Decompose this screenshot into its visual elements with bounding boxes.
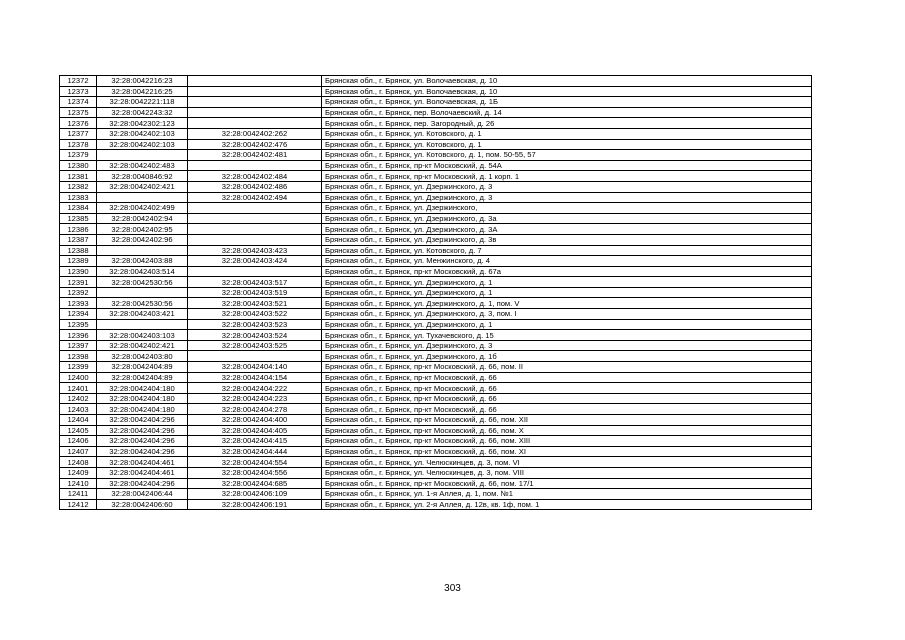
row-number-cell: 12395: [60, 319, 97, 330]
row-number-cell: 12402: [60, 393, 97, 404]
address-cell: Брянская обл., г. Брянск, ул. Челюскинцев, д. 3, пом. VIII: [322, 467, 812, 478]
address-cell: Брянская обл., г. Брянск, ул. Дзержинского, д. 3: [322, 181, 812, 192]
address-cell: Брянская обл., г. Брянск, ул. Менжинского, д. 4: [322, 256, 812, 267]
row-number-cell: 12372: [60, 76, 97, 87]
table-row: [60, 171, 812, 182]
cadastral-number-cell: 32:28:0042530:56: [97, 277, 188, 288]
cadastral-number-cell: 32:28:0042402:421: [97, 181, 188, 192]
object-cadastral-number-cell: 32:28:0042402:484: [188, 171, 322, 182]
row-number-cell: 12405: [60, 425, 97, 436]
table-row: [60, 192, 812, 203]
address-cell: Брянская обл., г. Брянск, ул. Котовского, д. 7: [322, 245, 812, 256]
cadastral-number-cell: 32:28:0042404:89: [97, 362, 188, 373]
address-cell: Брянская обл., г. Брянск, ул. Котовского, д. 1: [322, 139, 812, 150]
address-cell: Брянская обл., г. Брянск, ул. Дзержинского, д. 3: [322, 192, 812, 203]
row-number-cell: 12384: [60, 203, 97, 214]
cadastral-number-cell: [97, 287, 188, 298]
address-cell: Брянская обл., г. Брянск, пр-кт Московский, д. 66: [322, 404, 812, 415]
cadastral-number-cell: 32:28:0042221:118: [97, 97, 188, 108]
table-row: [60, 224, 812, 235]
row-number-cell: 12381: [60, 171, 97, 182]
object-cadastral-number-cell: 32:28:0042406:109: [188, 489, 322, 500]
row-number-cell: 12412: [60, 499, 97, 510]
row-number-cell: 12392: [60, 287, 97, 298]
cadastral-number-cell: 32:28:0042404:296: [97, 478, 188, 489]
cadastral-number-cell: 32:28:0042402:103: [97, 128, 188, 139]
object-cadastral-number-cell: [188, 266, 322, 277]
address-cell: Брянская обл., г. Брянск, пр-кт Московский, д. 66: [322, 393, 812, 404]
address-cell: Брянская обл., г. Брянск, ул. Дзержинского, д. 3а: [322, 213, 812, 224]
object-cadastral-number-cell: 32:28:0042404:415: [188, 436, 322, 447]
row-number-cell: 12403: [60, 404, 97, 415]
table-row: [60, 139, 812, 150]
row-number-cell: 12406: [60, 436, 97, 447]
object-cadastral-number-cell: 32:28:0042406:191: [188, 499, 322, 510]
cadastral-number-cell: [97, 319, 188, 330]
row-number-cell: 12410: [60, 478, 97, 489]
object-cadastral-number-cell: 32:28:0042403:522: [188, 309, 322, 320]
row-number-cell: 12382: [60, 181, 97, 192]
row-number-cell: 12396: [60, 330, 97, 341]
address-cell: Брянская обл., г. Брянск, ул. Дзержинского, д. 1: [322, 319, 812, 330]
address-cell: Брянская обл., г. Брянск, пр-кт Московский, д. 66, пом. XII: [322, 415, 812, 426]
row-number-cell: 12411: [60, 489, 97, 500]
cadastral-number-cell: 32:28:0042402:94: [97, 213, 188, 224]
cadastral-number-cell: 32:28:0042216:23: [97, 76, 188, 87]
object-cadastral-number-cell: [188, 224, 322, 235]
object-cadastral-number-cell: [188, 118, 322, 129]
object-cadastral-number-cell: 32:28:0042404:400: [188, 415, 322, 426]
cadastral-number-cell: 32:28:0042402:96: [97, 234, 188, 245]
table-row: [60, 213, 812, 224]
address-cell: Брянская обл., г. Брянск, ул. Котовского, д. 1: [322, 128, 812, 139]
table-row: [60, 489, 812, 500]
address-cell: Брянская обл., г. Брянск, ул. Дзержинского, д. 3в: [322, 234, 812, 245]
object-cadastral-number-cell: 32:28:0042403:519: [188, 287, 322, 298]
cadastral-number-cell: 32:28:0042406:60: [97, 499, 188, 510]
object-cadastral-number-cell: [188, 203, 322, 214]
cadastral-number-cell: 32:28:0042404:296: [97, 436, 188, 447]
row-number-cell: 12373: [60, 86, 97, 97]
cadastral-number-cell: 32:28:0042402:95: [97, 224, 188, 235]
table-row: [60, 383, 812, 394]
row-number-cell: 12377: [60, 128, 97, 139]
object-cadastral-number-cell: [188, 160, 322, 171]
cadastral-number-cell: 32:28:0042404:89: [97, 372, 188, 383]
table-row: [60, 97, 812, 108]
table-row: [60, 415, 812, 426]
table-row: [60, 181, 812, 192]
object-cadastral-number-cell: [188, 76, 322, 87]
cadastral-number-cell: [97, 245, 188, 256]
cadastral-number-cell: 32:28:0042404:296: [97, 415, 188, 426]
cadastral-number-cell: 32:28:0042243:32: [97, 107, 188, 118]
object-cadastral-number-cell: 32:28:0042402:262: [188, 128, 322, 139]
cadastral-number-cell: 32:28:0042404:461: [97, 467, 188, 478]
address-cell: Брянская обл., г. Брянск, ул. Тухачевского, д. 15: [322, 330, 812, 341]
address-cell: Брянская обл., г. Брянск, пр-кт Московский, д. 66: [322, 372, 812, 383]
object-cadastral-number-cell: 32:28:0042402:476: [188, 139, 322, 150]
row-number-cell: 12400: [60, 372, 97, 383]
table-row: [60, 425, 812, 436]
object-cadastral-number-cell: [188, 97, 322, 108]
row-number-cell: 12401: [60, 383, 97, 394]
cadastral-number-cell: 32:28:0042404:180: [97, 383, 188, 394]
row-number-cell: 12374: [60, 97, 97, 108]
address-cell: Брянская обл., г. Брянск, пр-кт Московский, д. 66, пом. XIII: [322, 436, 812, 447]
object-cadastral-number-cell: 32:28:0042404:223: [188, 393, 322, 404]
cadastral-number-cell: 32:28:0042530:56: [97, 298, 188, 309]
table-row: [60, 351, 812, 362]
cadastral-number-cell: 32:28:0042404:296: [97, 425, 188, 436]
row-number-cell: 12379: [60, 150, 97, 161]
row-number-cell: 12397: [60, 340, 97, 351]
table-row: [60, 478, 812, 489]
object-cadastral-number-cell: 32:28:0042402:494: [188, 192, 322, 203]
table-row: [60, 362, 812, 373]
object-cadastral-number-cell: [188, 107, 322, 118]
cadastral-number-cell: [97, 192, 188, 203]
registry-table: [59, 75, 812, 510]
row-number-cell: 12404: [60, 415, 97, 426]
object-cadastral-number-cell: 32:28:0042404:685: [188, 478, 322, 489]
address-cell: Брянская обл., г. Брянск, ул. Челюскинцев, д. 3, пом. VI: [322, 457, 812, 468]
object-cadastral-number-cell: 32:28:0042404:405: [188, 425, 322, 436]
row-number-cell: 12387: [60, 234, 97, 245]
address-cell: Брянская обл., г. Брянск, ул. Волочаевская, д. 10: [322, 76, 812, 87]
table-row: [60, 446, 812, 457]
object-cadastral-number-cell: 32:28:0042403:525: [188, 340, 322, 351]
object-cadastral-number-cell: [188, 213, 322, 224]
table-row: [60, 234, 812, 245]
row-number-cell: 12409: [60, 467, 97, 478]
address-cell: Брянская обл., г. Брянск, ул. Котовского, д. 1, пом. 50-55, 57: [322, 150, 812, 161]
cadastral-number-cell: [97, 150, 188, 161]
cadastral-number-cell: 32:28:0042403:103: [97, 330, 188, 341]
address-cell: Брянская обл., г. Брянск, ул. Волочаевская, д. 10: [322, 86, 812, 97]
address-cell: Брянская обл., г. Брянск, ул. 2-я Аллея, д. 12в, кв. 1ф, пом. 1: [322, 499, 812, 510]
row-number-cell: 12380: [60, 160, 97, 171]
table-row: [60, 118, 812, 129]
row-number-cell: 12386: [60, 224, 97, 235]
page-number: 303: [444, 583, 461, 594]
row-number-cell: 12398: [60, 351, 97, 362]
table-row: [60, 404, 812, 415]
row-number-cell: 12389: [60, 256, 97, 267]
cadastral-number-cell: 32:28:0042406:44: [97, 489, 188, 500]
table-row: [60, 107, 812, 118]
object-cadastral-number-cell: 32:28:0042403:424: [188, 256, 322, 267]
object-cadastral-number-cell: 32:28:0042402:481: [188, 150, 322, 161]
address-cell: Брянская обл., г. Брянск, пр-кт Московский, д. 67а: [322, 266, 812, 277]
table-row: [60, 499, 812, 510]
address-cell: Брянская обл., г. Брянск, ул. Дзержинского,: [322, 203, 812, 214]
row-number-cell: 12407: [60, 446, 97, 457]
address-cell: Брянская обл., г. Брянск, ул. Дзержинского, д. 3: [322, 340, 812, 351]
object-cadastral-number-cell: 32:28:0042404:554: [188, 457, 322, 468]
address-cell: Брянская обл., г. Брянск, пр-кт Московский, д. 54А: [322, 160, 812, 171]
table-row: [60, 467, 812, 478]
cadastral-number-cell: 32:28:0042402:499: [97, 203, 188, 214]
table-row: [60, 277, 812, 288]
table-row: [60, 457, 812, 468]
address-cell: Брянская обл., г. Брянск, ул. 1-я Аллея, д. 1, пом. №1: [322, 489, 812, 500]
cadastral-number-cell: 32:28:0042402:483: [97, 160, 188, 171]
object-cadastral-number-cell: 32:28:0042404:556: [188, 467, 322, 478]
address-cell: Брянская обл., г. Брянск, пр-кт Московский, д. 66, пом. X: [322, 425, 812, 436]
object-cadastral-number-cell: 32:28:0042403:523: [188, 319, 322, 330]
row-number-cell: 12393: [60, 298, 97, 309]
object-cadastral-number-cell: [188, 234, 322, 245]
address-cell: Брянская обл., г. Брянск, ул. Дзержинского, д. 1: [322, 287, 812, 298]
row-number-cell: 12391: [60, 277, 97, 288]
table-row: [60, 150, 812, 161]
address-cell: Брянская обл., г. Брянск, ул. Дзержинского, д. 3А: [322, 224, 812, 235]
table-row: [60, 245, 812, 256]
cadastral-number-cell: 32:28:0042402:103: [97, 139, 188, 150]
table-row: [60, 287, 812, 298]
object-cadastral-number-cell: 32:28:0042404:444: [188, 446, 322, 457]
cadastral-number-cell: 32:28:0042403:514: [97, 266, 188, 277]
row-number-cell: 12399: [60, 362, 97, 373]
object-cadastral-number-cell: 32:28:0042403:517: [188, 277, 322, 288]
row-number-cell: 12390: [60, 266, 97, 277]
row-number-cell: 12376: [60, 118, 97, 129]
cadastral-number-cell: 32:28:0042403:80: [97, 351, 188, 362]
cadastral-number-cell: 32:28:0042403:421: [97, 309, 188, 320]
table-row: [60, 128, 812, 139]
object-cadastral-number-cell: [188, 351, 322, 362]
table-row: [60, 436, 812, 447]
object-cadastral-number-cell: 32:28:0042404:140: [188, 362, 322, 373]
cadastral-number-cell: 32:28:0042403:88: [97, 256, 188, 267]
cadastral-number-cell: 32:28:0042404:180: [97, 404, 188, 415]
object-cadastral-number-cell: 32:28:0042403:524: [188, 330, 322, 341]
address-cell: Брянская обл., г. Брянск, пр-кт Московский, д. 66, пом. 17/1: [322, 478, 812, 489]
address-cell: Брянская обл., г. Брянск, ул. Дзержинского, д. 3, пом. I: [322, 309, 812, 320]
address-cell: Брянская обл., г. Брянск, пр-кт Московский, д. 1 корп. 1: [322, 171, 812, 182]
row-number-cell: 12408: [60, 457, 97, 468]
cadastral-number-cell: 32:28:0042302:123: [97, 118, 188, 129]
cadastral-number-cell: 32:28:0042404:180: [97, 393, 188, 404]
table-row: [60, 372, 812, 383]
object-cadastral-number-cell: 32:28:0042403:423: [188, 245, 322, 256]
table-row: [60, 266, 812, 277]
row-number-cell: 12378: [60, 139, 97, 150]
object-cadastral-number-cell: [188, 86, 322, 97]
cadastral-number-cell: 32:28:0042402:421: [97, 340, 188, 351]
object-cadastral-number-cell: 32:28:0042404:154: [188, 372, 322, 383]
row-number-cell: 12383: [60, 192, 97, 203]
address-cell: Брянская обл., г. Брянск, пр-кт Московский, д. 66, пом. II: [322, 362, 812, 373]
registry-table-body: [60, 76, 812, 510]
object-cadastral-number-cell: 32:28:0042404:278: [188, 404, 322, 415]
cadastral-number-cell: 32:28:0042216:25: [97, 86, 188, 97]
table-row: [60, 160, 812, 171]
row-number-cell: 12375: [60, 107, 97, 118]
address-cell: Брянская обл., г. Брянск, пр-кт Московский, д. 66, пом. XI: [322, 446, 812, 457]
row-number-cell: 12385: [60, 213, 97, 224]
row-number-cell: 12388: [60, 245, 97, 256]
cadastral-number-cell: 32:28:0042404:296: [97, 446, 188, 457]
object-cadastral-number-cell: 32:28:0042403:521: [188, 298, 322, 309]
row-number-cell: 12394: [60, 309, 97, 320]
cadastral-number-cell: 32:28:0040846:92: [97, 171, 188, 182]
table-row: [60, 393, 812, 404]
address-cell: Брянская обл., г. Брянск, пр-кт Московский, д. 66: [322, 383, 812, 394]
table-row: [60, 319, 812, 330]
table-row: [60, 256, 812, 267]
table-row: [60, 203, 812, 214]
address-cell: Брянская обл., г. Брянск, ул. Дзержинского, д. 1, пом. V: [322, 298, 812, 309]
table-row: [60, 340, 812, 351]
table-row: [60, 86, 812, 97]
cadastral-number-cell: 32:28:0042404:461: [97, 457, 188, 468]
table-row: [60, 298, 812, 309]
address-cell: Брянская обл., г. Брянск, пер. Волочаевский, д. 14: [322, 107, 812, 118]
address-cell: Брянская обл., г. Брянск, ул. Дзержинского, д. 1б: [322, 351, 812, 362]
address-cell: Брянская обл., г. Брянск, пер. Загородный, д. 26: [322, 118, 812, 129]
address-cell: Брянская обл., г. Брянск, ул. Волочаевская, д. 1Б: [322, 97, 812, 108]
object-cadastral-number-cell: 32:28:0042404:222: [188, 383, 322, 394]
object-cadastral-number-cell: 32:28:0042402:486: [188, 181, 322, 192]
table-row: [60, 330, 812, 341]
address-cell: Брянская обл., г. Брянск, ул. Дзержинского, д. 1: [322, 277, 812, 288]
table-row: [60, 76, 812, 87]
table-row: [60, 309, 812, 320]
